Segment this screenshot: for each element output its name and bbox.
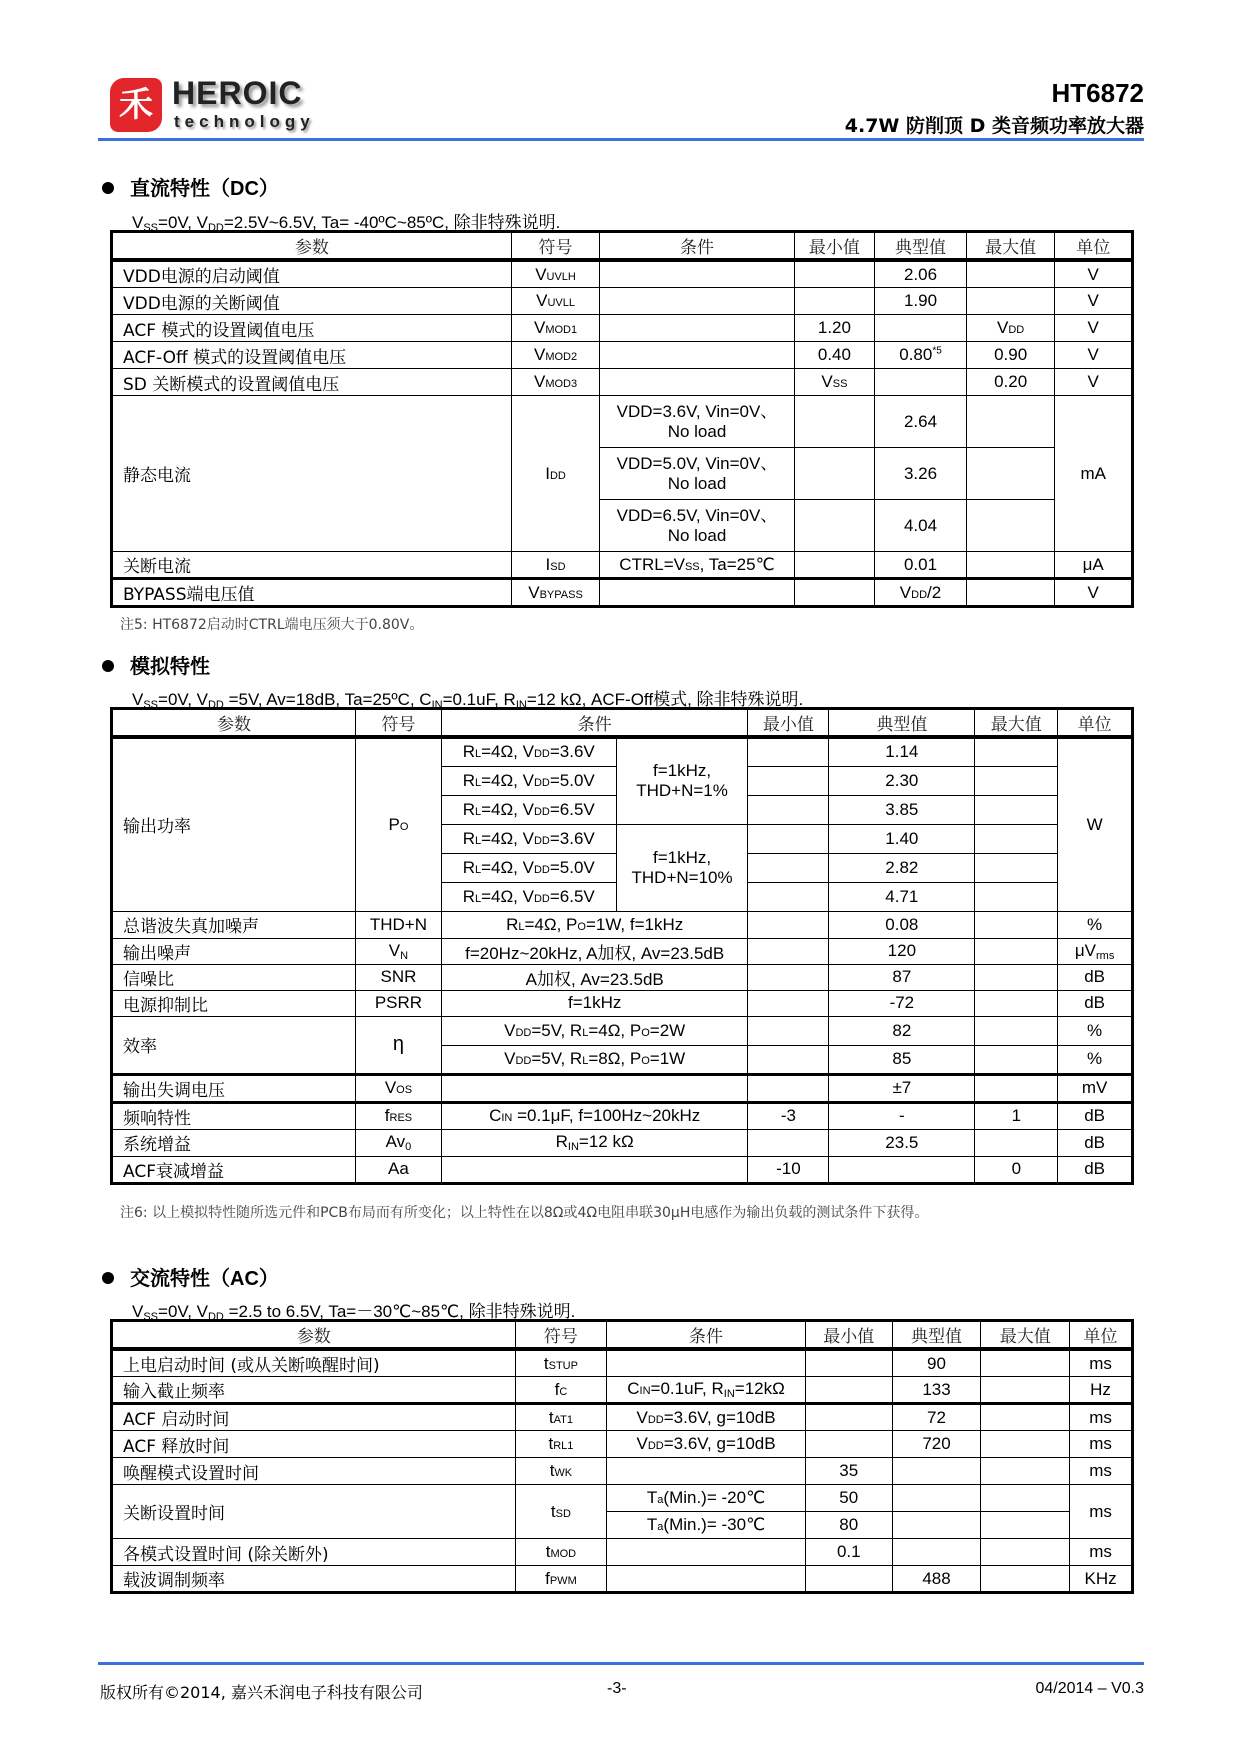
table-header-row: 参数 符号 条件 最小值 典型值 最大值 单位	[112, 1321, 1133, 1350]
table-row: ACF衰减增益 Aa -10 0 dB	[112, 1156, 1133, 1183]
table-row: VDD=5.0V, Vin=0V、 No load 3.26	[112, 448, 1133, 500]
ac-table	[110, 1319, 1134, 1594]
table-row: 总谐波失真加噪声 THD+N RL=4Ω, PO=1W, f=1kHz 0.08 %	[112, 911, 1133, 938]
table-row: 关断电流 ISD CTRL=VSS, Ta=25℃ 0.01 μA	[112, 552, 1133, 579]
footer-rule	[98, 1662, 1144, 1665]
doc-subtitle: 4.7W 防削顶 D 类音频功率放大器	[844, 115, 1144, 137]
table-row: Ta(Min.)= -30℃ 80	[112, 1512, 1133, 1539]
brand-name: HEROIC	[172, 75, 303, 111]
table-row: 静态电流 IDD VDD=3.6V, Vin=0V、 No load 2.64 mA	[112, 396, 1133, 448]
doc-title: HT6872	[1051, 78, 1144, 108]
analog-conditions: VSS=0V, VDD =5V, Av=18dB, Ta=25ºC, CIN=0.1uF, RIN=12 kΩ, ACF-Off模式, 除非特殊说明.	[132, 690, 804, 711]
table-header-row: 参数 符号 条件 最小值 典型值 最大值 单位	[112, 709, 1133, 738]
table-row: 关断设置时间 tSD Ta(Min.)= -20℃ 50 ms	[112, 1485, 1133, 1512]
dc-note: 注5: HT6872启动时CTRL端电压须大于0.80V。	[120, 617, 424, 633]
header-rule	[98, 138, 1144, 141]
analog-table	[110, 707, 1134, 1185]
table-row: VDD=6.5V, Vin=0V、 No load 4.04	[112, 500, 1133, 552]
table-row: BYPASS端电压值 VBYPASS VDD/2 V	[112, 579, 1133, 607]
table-row: 信噪比 SNR A加权, Av=23.5dB 87 dB	[112, 964, 1133, 990]
table-row: 系统增益 Av0 RIN=12 kΩ 23.5 dB	[112, 1129, 1133, 1156]
bullet-icon	[102, 660, 114, 672]
section-title-ac: 交流特性（AC）	[102, 1262, 279, 1291]
table-row: ACF 释放时间 tRL1 VDD=3.6V, g=10dB 720 ms	[112, 1431, 1133, 1458]
table-row: RL=4Ω, VDD=3.6V f=1kHz, THD+N=10% 1.40	[112, 824, 1133, 853]
table-row: 各模式设置时间 (除关断外) tMOD 0.1 ms	[112, 1539, 1133, 1566]
table-row: 电源抑制比 PSRR f=1kHz -72 dB	[112, 990, 1133, 1016]
table-row: RL=4Ω, VDD=6.5V 3.85	[112, 795, 1133, 824]
ac-conditions: VSS=0V, VDD =2.5 to 6.5V, Ta=－30℃~85℃, 除非特殊说明.	[132, 1302, 576, 1323]
footer-copyright: 版权所有©2014, 嘉兴禾润电子科技有限公司	[100, 1683, 423, 1702]
brand-subtitle: technology	[174, 112, 315, 131]
table-row: RL=4Ω, VDD=6.5V 4.71	[112, 882, 1133, 911]
table-row: ACF-Off 模式的设置阈值电压 VMOD2 0.40 0.80$^{*5}$ 0.90 V	[112, 342, 1133, 369]
table-row: 输出功率 PO RL=4Ω, VDD=3.6V f=1kHz, THD+N=1% 1.14 W	[112, 737, 1133, 766]
table-header-row: 参数 符号 条件 最小值 典型值 最大值 单位	[112, 232, 1133, 261]
table-row: VDD电源的启动阈值 VUVLH 2.06 V	[112, 260, 1133, 288]
section-title-dc: 直流特性（DC）	[102, 172, 279, 201]
section-title-analog: 模拟特性	[102, 650, 210, 679]
page-number: -3-	[607, 1680, 627, 1697]
table-row: 输出噪声 VN f=20Hz~20kHz, A加权, Av=23.5dB 120 μVrms	[112, 938, 1133, 964]
table-row: SD 关断模式的设置阈值电压 VMOD3 VSS 0.20 V	[112, 369, 1133, 396]
table-row: 输入截止频率 fC CIN=0.1uF, RIN=12kΩ 133 Hz	[112, 1377, 1133, 1404]
analog-note: 注6: 以上模拟特性随所选元件和PCB布局而有所变化；以上特性在以8Ω或4Ω电阻串联30μH电感作为输出负载的测试条件下获得。	[120, 1205, 929, 1221]
dc-table	[110, 230, 1134, 608]
table-row: ACF 启动时间 tAT1 VDD=3.6V, g=10dB 72 ms	[112, 1404, 1133, 1431]
table-row: RL=4Ω, VDD=5.0V 2.30	[112, 766, 1133, 795]
logo-seal-icon: 禾	[110, 78, 162, 132]
doc-version: 04/2014 – V0.3	[1035, 1680, 1144, 1697]
dc-conditions: VSS=0V, VDD=2.5V~6.5V, Ta= -40ºC~85ºC, 除非特殊说明.	[132, 213, 561, 234]
company-logo	[110, 76, 330, 136]
table-row: VDD=5V, RL=8Ω, PO=1W 85 %	[112, 1045, 1133, 1074]
table-row: 输出失调电压 VOS ±7 mV	[112, 1074, 1133, 1102]
bullet-icon	[102, 1272, 114, 1284]
table-row: VDD电源的关断阈值 VUVLL 1.90 V	[112, 288, 1133, 315]
table-row: ACF 模式的设置阈值电压 VMOD1 1.20 VDD V	[112, 315, 1133, 342]
table-row: RL=4Ω, VDD=5.0V 2.82	[112, 853, 1133, 882]
table-row: 效率 η VDD=5V, RL=4Ω, PO=2W 82 %	[112, 1016, 1133, 1045]
table-row: 上电启动时间 (或从关断唤醒时间) tSTUP 90 ms	[112, 1349, 1133, 1377]
bullet-icon	[102, 182, 114, 194]
table-row: 唤醒模式设置时间 tWK 35 ms	[112, 1458, 1133, 1485]
table-row: 载波调制频率 fPWM 488 KHz	[112, 1566, 1133, 1593]
table-row: 频响特性 fRES CIN =0.1μF, f=100Hz~20kHz -3 - 1 dB	[112, 1102, 1133, 1129]
